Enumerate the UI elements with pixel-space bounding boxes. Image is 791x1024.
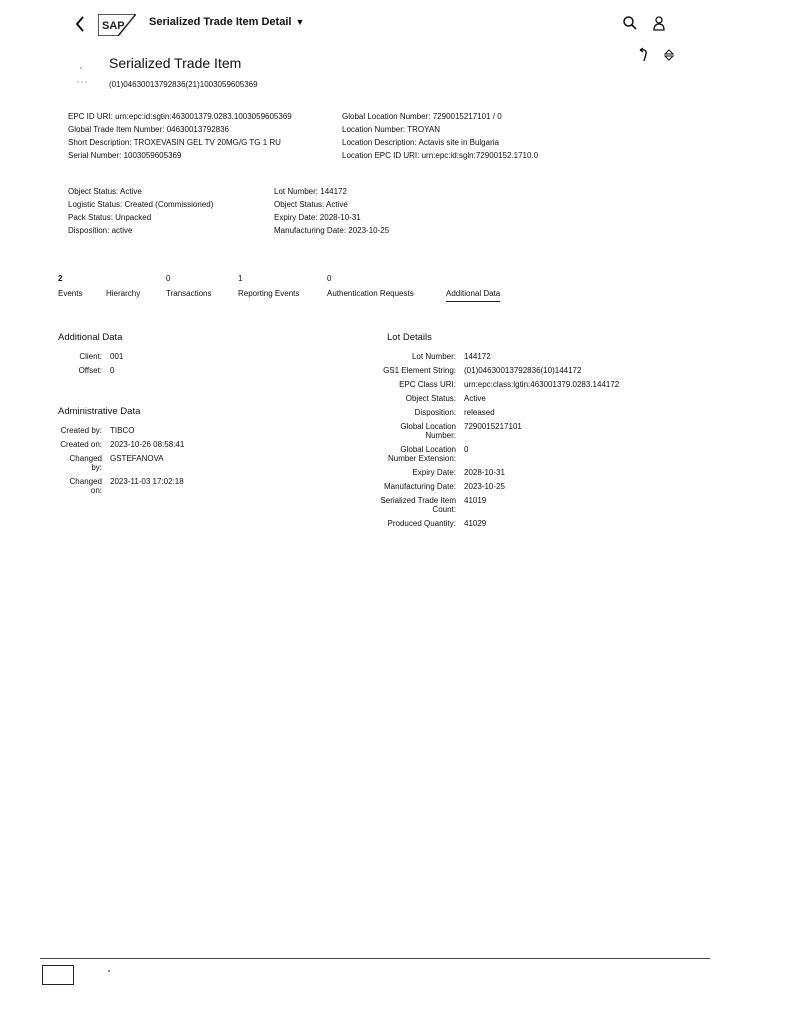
field-label: Expiry Date: xyxy=(412,468,456,477)
location-number: Location Number: TROYAN xyxy=(342,125,440,134)
field-label: Changed by: xyxy=(69,454,102,472)
field-value: released xyxy=(464,408,495,417)
field-value: 2023-10-25 xyxy=(464,482,505,491)
lot-number: Lot Number: 144172 xyxy=(274,187,347,196)
tab-count: 0 xyxy=(327,274,332,283)
field-label: Offset: xyxy=(78,366,102,375)
field-value: 144172 xyxy=(464,352,491,361)
tab-count xyxy=(446,274,500,285)
footer-divider xyxy=(40,958,710,959)
tab-label: Events xyxy=(58,289,83,298)
field-label: Serialized Trade Item Count: xyxy=(380,496,456,514)
tab-label: Hierarchy xyxy=(106,289,141,298)
field-label: Object Status: xyxy=(405,394,456,403)
object-placeholder-icon xyxy=(73,62,95,86)
user-icon[interactable] xyxy=(651,15,667,31)
tab-count: 0 xyxy=(166,274,171,283)
field-label: Produced Quantity: xyxy=(387,519,456,528)
field-value: (01)04630013792836(10)144172 xyxy=(464,366,582,375)
field-value: 0 xyxy=(464,445,469,454)
field-value: Active xyxy=(464,394,486,403)
field-label: Created on: xyxy=(60,440,102,449)
lot-object-status: Object Status: Active xyxy=(274,200,348,209)
tab-label: Additional Data xyxy=(446,289,500,302)
svg-text:SAP: SAP xyxy=(102,20,125,32)
serial-number: Serial Number: 1003059605369 xyxy=(68,151,182,160)
additional-data-form xyxy=(58,352,123,375)
tab-bar xyxy=(58,274,500,302)
gtin: Global Trade Item Number: 04630013792836 xyxy=(68,125,229,134)
field-label: Global Location Number Extension: xyxy=(387,445,456,463)
tab-reporting-events[interactable] xyxy=(238,274,327,298)
field-label: GS1 Element String: xyxy=(383,366,456,375)
manufacturing-date: Manufacturing Date: 2023-10-25 xyxy=(274,226,390,235)
field-value: 7290015217101 xyxy=(464,422,522,431)
sap-logo xyxy=(98,14,136,36)
tab-hierarchy[interactable] xyxy=(106,274,166,298)
field-value: 001 xyxy=(110,352,124,361)
field-value: 41019 xyxy=(464,496,487,505)
footer-toolbar-button[interactable] xyxy=(42,965,74,985)
pack-status: Pack Status: Unpacked xyxy=(68,213,152,222)
app-title: Serialized Trade Item Detail xyxy=(149,16,292,28)
administrative-data-title: Administrative Data xyxy=(58,406,141,417)
lot-details-title: Lot Details xyxy=(387,332,432,343)
back-icon[interactable] xyxy=(72,14,88,34)
tab-count: 2 xyxy=(58,274,63,283)
tab-events[interactable] xyxy=(58,274,106,298)
logistic-status: Logistic Status: Created (Commissioned) xyxy=(68,200,214,209)
tab-authentication-requests[interactable] xyxy=(327,274,446,298)
disposition: Disposition: active xyxy=(68,226,133,235)
field-value: 0 xyxy=(110,366,115,375)
field-label: Manufacturing Date: xyxy=(383,482,456,491)
additional-data-title: Additional Data xyxy=(58,332,123,343)
status-attributes-right xyxy=(274,187,389,235)
expiry-date: Expiry Date: 2028-10-31 xyxy=(274,213,361,222)
tab-label: Reporting Events xyxy=(238,289,300,298)
global-location-number: Global Location Number: 7290015217101 / 0 xyxy=(342,112,502,121)
field-label: Changed on: xyxy=(69,477,102,495)
field-value: GSTEFANOVA xyxy=(110,454,164,463)
search-icon[interactable] xyxy=(622,15,638,31)
lot-details-form xyxy=(380,352,619,528)
object-status: Object Status: Active xyxy=(68,187,142,196)
footer-dot xyxy=(108,970,110,972)
administrative-data-form xyxy=(58,426,184,495)
status-attributes-left xyxy=(68,187,213,235)
field-value: 41029 xyxy=(464,519,487,528)
tab-label: Authentication Requests xyxy=(327,289,414,298)
location-epc-id-uri: Location EPC ID URI: urn:epc:id:sgln:72900152.1710.0 xyxy=(342,151,539,160)
tab-count xyxy=(106,274,166,285)
refresh-icon[interactable] xyxy=(636,47,652,63)
header-attributes-right xyxy=(342,112,538,160)
location-description: Location Description: Actavis site in Bulgaria xyxy=(342,138,499,147)
field-label: Lot Number: xyxy=(411,352,456,361)
tab-count: 1 xyxy=(238,274,243,283)
tab-additional-data[interactable] xyxy=(446,274,500,302)
field-value: 2028-10-31 xyxy=(464,468,505,477)
app-title-menu[interactable] xyxy=(149,16,304,28)
epc-id-uri: EPC ID URI: urn:epc:id:sgtin:463001379.0283.1003059605369 xyxy=(68,112,292,121)
expand-collapse-icon[interactable] xyxy=(661,47,677,63)
object-subtitle: (01)04630013792836(21)1003059605369 xyxy=(109,80,258,89)
tab-label: Transactions xyxy=(166,289,212,298)
field-label: Global Location Number: xyxy=(400,422,456,440)
field-label: Created by: xyxy=(60,426,102,435)
object-title: Serialized Trade Item xyxy=(109,55,242,71)
tab-transactions[interactable] xyxy=(166,274,238,298)
field-value: TIBCO xyxy=(110,426,135,435)
field-value: 2023-11-03 17:02:18 xyxy=(110,477,184,486)
field-label: Disposition: xyxy=(414,408,456,417)
field-label: EPC Class URI: xyxy=(399,380,456,389)
short-description: Short Description: TROXEVASIN GEL TV 20MG/G TG 1 RU xyxy=(68,138,281,147)
field-value: 2023-10-26 08:58:41 xyxy=(110,440,185,449)
caret-down-icon: ▼ xyxy=(295,17,305,27)
header-attributes-left xyxy=(68,112,292,160)
field-label: Client: xyxy=(79,352,102,361)
field-value: urn:epc:class:lgtin:463001379.0283.144172 xyxy=(464,380,620,389)
